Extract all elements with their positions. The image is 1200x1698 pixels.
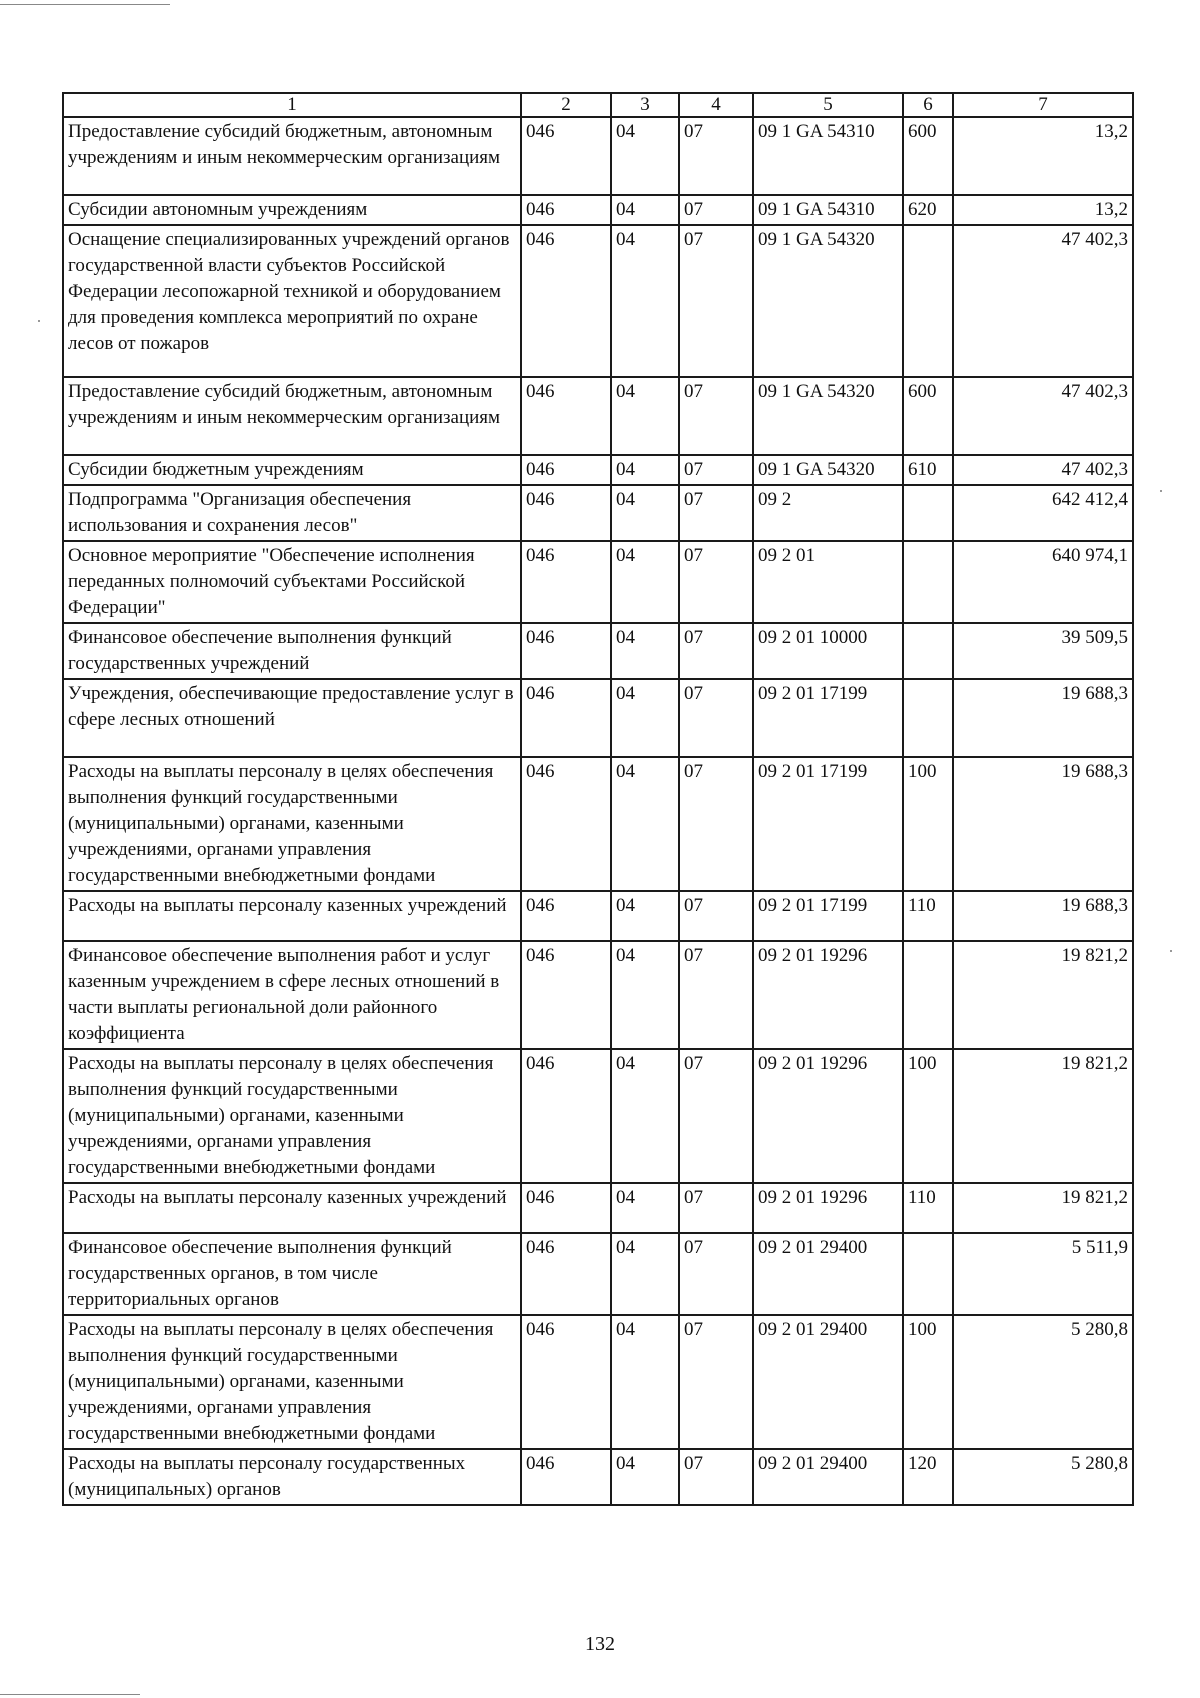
table-row xyxy=(63,1315,1133,1449)
row-subsection-cell: 07 xyxy=(679,1449,753,1505)
row-amount-cell: 13,2 xyxy=(953,117,1133,195)
row-amount-cell: 19 688,3 xyxy=(953,757,1133,891)
row-expense-type-cell: 610 xyxy=(903,455,953,485)
row-target-article-cell: 09 1 GA 54310 xyxy=(753,195,903,225)
column-header: 7 xyxy=(953,93,1133,117)
row-expense-type-cell: 600 xyxy=(903,117,953,195)
row-name-cell: Предоставление субсидий бюджетным, автономным учреждениям и иным некоммерческим организациям xyxy=(63,117,521,195)
row-subsection-cell: 07 xyxy=(679,377,753,455)
row-amount-cell: 47 402,3 xyxy=(953,225,1133,377)
row-section-cell: 04 xyxy=(611,377,679,455)
row-amount-cell: 47 402,3 xyxy=(953,377,1133,455)
row-expense-type-cell xyxy=(903,941,953,1049)
row-section-cell: 04 xyxy=(611,679,679,757)
row-target-article-cell: 09 2 01 17199 xyxy=(753,757,903,891)
row-section-cell: 04 xyxy=(611,1049,679,1183)
row-section-cell: 04 xyxy=(611,455,679,485)
row-name-cell: Расходы на выплаты персоналу в целях обеспечения выполнения функций государственными (муниципальными) органами, казенными учреждениями, органами управления государственными внебюджетными фондами xyxy=(63,1049,521,1183)
table-row xyxy=(63,941,1133,1049)
row-target-article-cell: 09 2 01 19296 xyxy=(753,1183,903,1233)
row-subsection-cell: 07 xyxy=(679,541,753,623)
column-header: 1 xyxy=(63,93,521,117)
row-target-article-cell: 09 2 01 29400 xyxy=(753,1315,903,1449)
row-target-article-cell: 09 2 01 xyxy=(753,541,903,623)
row-target-article-cell: 09 2 01 19296 xyxy=(753,1049,903,1183)
row-amount-cell: 640 974,1 xyxy=(953,541,1133,623)
row-target-article-cell: 09 2 01 10000 xyxy=(753,623,903,679)
row-name-cell: Финансовое обеспечение выполнения работ и услуг казенным учреждением в сфере лесных отношений в части выплаты региональной доли районного коэффициента xyxy=(63,941,521,1049)
row-target-article-cell: 09 1 GA 54320 xyxy=(753,225,903,377)
row-expense-type-cell: 110 xyxy=(903,1183,953,1233)
row-amount-cell: 5 511,9 xyxy=(953,1233,1133,1315)
column-header: 4 xyxy=(679,93,753,117)
row-expense-type-cell: 100 xyxy=(903,1315,953,1449)
row-name-cell: Расходы на выплаты персоналу казенных учреждений xyxy=(63,891,521,941)
row-section-cell: 04 xyxy=(611,541,679,623)
row-name-cell: Субсидии автономным учреждениям xyxy=(63,195,521,225)
table-row xyxy=(63,377,1133,455)
row-target-article-cell: 09 2 xyxy=(753,485,903,541)
row-name-cell: Предоставление субсидий бюджетным, автономным учреждениям и иным некоммерческим организациям xyxy=(63,377,521,455)
row-subsection-cell: 07 xyxy=(679,679,753,757)
scan-artifact xyxy=(38,320,40,322)
row-amount-cell: 19 688,3 xyxy=(953,679,1133,757)
row-name-cell: Финансовое обеспечение выполнения функций государственных учреждений xyxy=(63,623,521,679)
table-row xyxy=(63,679,1133,757)
row-expense-type-cell: 120 xyxy=(903,1449,953,1505)
table-body xyxy=(63,117,1133,1505)
row-section-cell: 04 xyxy=(611,623,679,679)
row-expense-type-cell: 110 xyxy=(903,891,953,941)
row-grbs-cell: 046 xyxy=(521,891,611,941)
row-grbs-cell: 046 xyxy=(521,117,611,195)
table-row xyxy=(63,455,1133,485)
row-expense-type-cell: 600 xyxy=(903,377,953,455)
row-amount-cell: 19 821,2 xyxy=(953,1183,1133,1233)
budget-table xyxy=(62,92,1134,1506)
scan-artifact xyxy=(1170,950,1172,952)
row-name-cell: Субсидии бюджетным учреждениям xyxy=(63,455,521,485)
row-target-article-cell: 09 2 01 29400 xyxy=(753,1233,903,1315)
row-amount-cell: 47 402,3 xyxy=(953,455,1133,485)
row-subsection-cell: 07 xyxy=(679,455,753,485)
row-name-cell: Расходы на выплаты персоналу казенных учреждений xyxy=(63,1183,521,1233)
row-subsection-cell: 07 xyxy=(679,1049,753,1183)
row-subsection-cell: 07 xyxy=(679,757,753,891)
row-grbs-cell: 046 xyxy=(521,225,611,377)
row-target-article-cell: 09 1 GA 54320 xyxy=(753,377,903,455)
row-name-cell: Основное мероприятие "Обеспечение исполнения переданных полномочий субъектами Российской Федерации" xyxy=(63,541,521,623)
row-grbs-cell: 046 xyxy=(521,1183,611,1233)
row-grbs-cell: 046 xyxy=(521,623,611,679)
row-target-article-cell: 09 2 01 19296 xyxy=(753,941,903,1049)
table-row xyxy=(63,1049,1133,1183)
row-grbs-cell: 046 xyxy=(521,455,611,485)
row-name-cell: Расходы на выплаты персоналу государственных (муниципальных) органов xyxy=(63,1449,521,1505)
row-amount-cell: 19 821,2 xyxy=(953,1049,1133,1183)
column-header: 5 xyxy=(753,93,903,117)
row-subsection-cell: 07 xyxy=(679,941,753,1049)
row-section-cell: 04 xyxy=(611,757,679,891)
row-section-cell: 04 xyxy=(611,1315,679,1449)
row-target-article-cell: 09 2 01 29400 xyxy=(753,1449,903,1505)
row-section-cell: 04 xyxy=(611,941,679,1049)
row-subsection-cell: 07 xyxy=(679,623,753,679)
row-grbs-cell: 046 xyxy=(521,1449,611,1505)
table-row xyxy=(63,1449,1133,1505)
row-name-cell: Расходы на выплаты персоналу в целях обеспечения выполнения функций государственными (муниципальными) органами, казенными учреждениями, органами управления государственными внебюджетными фондами xyxy=(63,1315,521,1449)
row-amount-cell: 19 821,2 xyxy=(953,941,1133,1049)
row-expense-type-cell: 620 xyxy=(903,195,953,225)
row-grbs-cell: 046 xyxy=(521,541,611,623)
table-row xyxy=(63,541,1133,623)
scan-artifact xyxy=(0,4,170,5)
row-grbs-cell: 046 xyxy=(521,1315,611,1449)
row-section-cell: 04 xyxy=(611,485,679,541)
row-grbs-cell: 046 xyxy=(521,485,611,541)
row-subsection-cell: 07 xyxy=(679,1315,753,1449)
scan-artifact xyxy=(0,1694,140,1695)
table-row xyxy=(63,1233,1133,1315)
table-header-row xyxy=(63,93,1133,117)
table-row xyxy=(63,623,1133,679)
row-name-cell: Финансовое обеспечение выполнения функций государственных органов, в том числе территориальных органов xyxy=(63,1233,521,1315)
row-subsection-cell: 07 xyxy=(679,1183,753,1233)
table-row xyxy=(63,757,1133,891)
row-subsection-cell: 07 xyxy=(679,891,753,941)
row-grbs-cell: 046 xyxy=(521,941,611,1049)
table-row xyxy=(63,485,1133,541)
row-name-cell: Подпрограмма "Организация обеспечения использования и сохранения лесов" xyxy=(63,485,521,541)
column-header: 3 xyxy=(611,93,679,117)
row-section-cell: 04 xyxy=(611,225,679,377)
row-section-cell: 04 xyxy=(611,1183,679,1233)
page-number: 132 xyxy=(585,1633,615,1655)
row-expense-type-cell xyxy=(903,225,953,377)
row-subsection-cell: 07 xyxy=(679,195,753,225)
row-expense-type-cell: 100 xyxy=(903,757,953,891)
row-expense-type-cell xyxy=(903,1233,953,1315)
row-grbs-cell: 046 xyxy=(521,377,611,455)
row-amount-cell: 5 280,8 xyxy=(953,1449,1133,1505)
table-row xyxy=(63,195,1133,225)
row-grbs-cell: 046 xyxy=(521,1233,611,1315)
row-target-article-cell: 09 2 01 17199 xyxy=(753,679,903,757)
row-target-article-cell: 09 2 01 17199 xyxy=(753,891,903,941)
column-header: 2 xyxy=(521,93,611,117)
row-amount-cell: 19 688,3 xyxy=(953,891,1133,941)
row-amount-cell: 642 412,4 xyxy=(953,485,1133,541)
table-row xyxy=(63,117,1133,195)
row-expense-type-cell xyxy=(903,679,953,757)
row-grbs-cell: 046 xyxy=(521,757,611,891)
row-expense-type-cell xyxy=(903,623,953,679)
row-grbs-cell: 046 xyxy=(521,679,611,757)
row-expense-type-cell xyxy=(903,485,953,541)
row-expense-type-cell xyxy=(903,541,953,623)
row-name-cell: Учреждения, обеспечивающие предоставление услуг в сфере лесных отношений xyxy=(63,679,521,757)
row-subsection-cell: 07 xyxy=(679,485,753,541)
row-grbs-cell: 046 xyxy=(521,195,611,225)
row-name-cell: Расходы на выплаты персоналу в целях обеспечения выполнения функций государственными (муниципальными) органами, казенными учреждениями, органами управления государственными внебюджетными фондами xyxy=(63,757,521,891)
row-section-cell: 04 xyxy=(611,1233,679,1315)
row-subsection-cell: 07 xyxy=(679,117,753,195)
table-row xyxy=(63,225,1133,377)
row-section-cell: 04 xyxy=(611,195,679,225)
row-section-cell: 04 xyxy=(611,1449,679,1505)
row-section-cell: 04 xyxy=(611,117,679,195)
row-target-article-cell: 09 1 GA 54310 xyxy=(753,117,903,195)
row-name-cell: Оснащение специализированных учреждений органов государственной власти субъектов Российской Федерации лесопожарной техникой и оборудованием для проведения комплекса мероприятий по охране лесов от пожаров xyxy=(63,225,521,377)
table-row xyxy=(63,1183,1133,1233)
row-amount-cell: 39 509,5 xyxy=(953,623,1133,679)
column-header: 6 xyxy=(903,93,953,117)
row-subsection-cell: 07 xyxy=(679,225,753,377)
row-expense-type-cell: 100 xyxy=(903,1049,953,1183)
row-subsection-cell: 07 xyxy=(679,1233,753,1315)
row-amount-cell: 13,2 xyxy=(953,195,1133,225)
scan-artifact xyxy=(1160,490,1162,492)
row-section-cell: 04 xyxy=(611,891,679,941)
row-amount-cell: 5 280,8 xyxy=(953,1315,1133,1449)
table-row xyxy=(63,891,1133,941)
row-target-article-cell: 09 1 GA 54320 xyxy=(753,455,903,485)
row-grbs-cell: 046 xyxy=(521,1049,611,1183)
